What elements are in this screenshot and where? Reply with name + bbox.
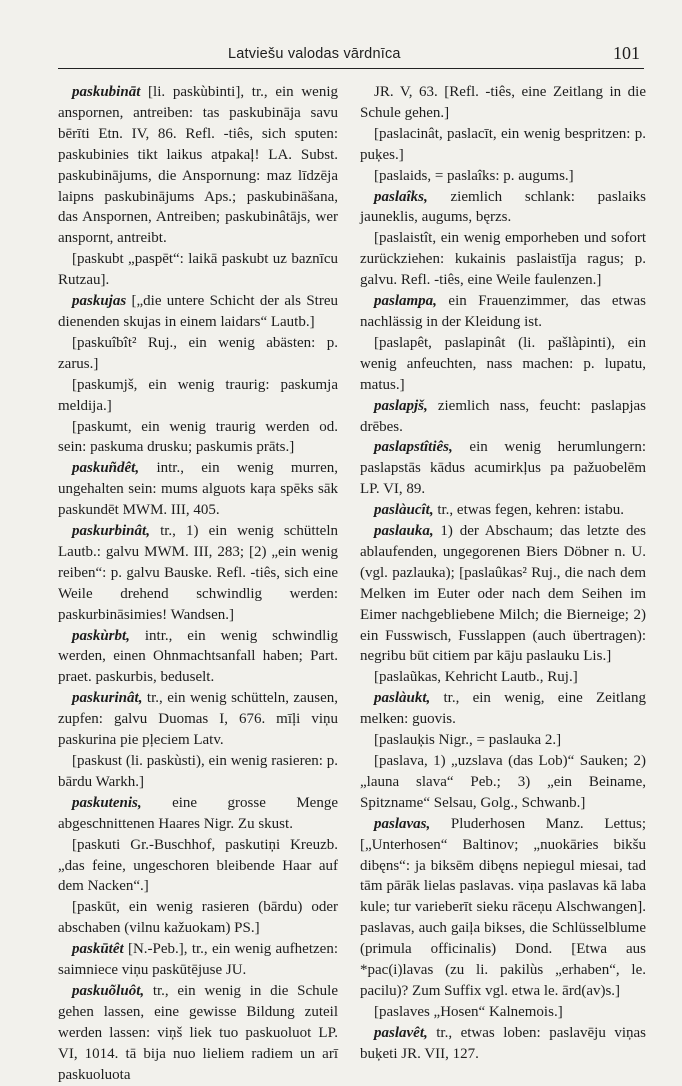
entry-text: [„die untere Schicht der als Streu dienenden skujas in einem laidars“ Lautb.] [58,293,338,330]
dictionary-entry [58,291,338,333]
dictionary-entry [58,835,338,898]
entry-text: [paslaids, = paslaîks: p. augums.] [374,167,574,184]
header-rule [58,68,644,69]
dictionary-entry [360,124,646,166]
entry-text: ziemlich schlank: paslaiks jauneklis, augums, bęrzs. [360,188,646,226]
entry-text: [paskubt „paspēt“: laikā paskubt uz baznīcu Rutzau]. [58,251,338,289]
entry-text: ein Frauenzimmer, das etwas nachlässig in der Kleidung ist. [360,293,646,330]
entry-headword: paskubināt [72,84,141,100]
entry-headword: paslampa, [374,293,437,310]
entry-text: tr., 1) ein wenig schütteln Lautb.: galvu MWM. III, 283; [2) „ein wenig reiben“: p. galvu Bauske. Refl. -tiês, sich eine Weile drehend schwindlig werden: paskurbināsimies! Wandsen.] [58,523,338,623]
entry-text: [li. paskùbinti], tr., ein wenig anspornen, antreiben: tas paskubināja savu bērīti Etn. IV, 86. Refl. -tiês, sich sputen: paskubinies tikt laikus atpakaļ! LA. Subst. paskubinājums, die Anspornung: maz līdzēja laipns paskubinājums Aps.; paskubināšana, das Anspornen, Antreiben; paskubinâtājs, wer anspornt, antreibt. [58,84,338,247]
dictionary-entry [58,793,338,835]
entry-headword: paslavas, [374,815,431,832]
page-number: 101 [613,43,640,63]
dictionary-entry [360,814,646,1002]
entry-headword: paskuñdêt, [72,460,140,477]
dictionary-entry [360,437,646,500]
entry-headword: paskujas [72,293,127,310]
right-column [360,82,646,1065]
dictionary-entry [360,521,646,667]
dictionary-entry [58,688,338,751]
dictionary-entry [360,166,646,187]
entry-headword: paslaîks, [374,188,428,205]
dictionary-entry [360,187,646,229]
dictionary-entry [58,375,338,417]
entry-text: intr., ein wenig murren, ungehalten sein: mums alguots kaŗa spēks sāk paskundēt MWM. III, 405. [58,460,338,519]
entry-text: ein wenig herumlungern: paslapstās kādus acumirkļus pa pažuobelēm LP. VI, 89. [360,439,646,498]
entry-text: [paskuti Gr.-Buschhof, paskutiņi Kreuzb. „das feine, ungeschoren bleibende Haar auf dem Nacken“.] [58,836,338,895]
entry-text: [paslaistît, ein wenig emporheben und sofort zurückziehen: kukainis paslaistīja ragus; p. galvu. Refl. -tiês, eine Weile faulenzen.] [360,230,646,289]
dictionary-entry [360,751,646,814]
dictionary-entry [360,1023,646,1065]
dictionary-entry [360,82,646,124]
entry-text: eine grosse Menge abgeschnittenen Haares Nigr. Zu skust. [58,794,338,832]
entry-headword: paskurbinât, [72,523,150,540]
dictionary-entry [360,333,646,396]
entry-headword: paskutenis, [72,794,142,811]
dictionary-entry [58,897,338,939]
entry-text: [paslava, 1) „uzslava (das Lob)“ Sauken; 2) „launa slava“ Peb.; 3) „ein Beiname, Spitzname“ Selsau, Golg., Schwanb.] [360,753,646,811]
entry-headword: paslapjš, [374,397,428,414]
entry-text: [paslacinât, paslacīt, ein wenig bespritzen: p. puķes.] [360,125,646,163]
dictionary-entry [58,333,338,375]
entry-headword: paslapstîtiês, [374,439,453,456]
dictionary-entry [360,1002,646,1023]
entry-headword: paslàukt, [374,690,431,707]
entry-text: [paskumt, ein wenig traurig werden od. sein: paskuma drusku; paskumis prāts.] [58,418,338,456]
entry-headword: paslavêt, [374,1024,428,1041]
dictionary-entry [58,417,338,459]
running-head: Latviešu valodas vārdnīca [228,46,401,62]
dictionary-entry [58,626,338,689]
dictionary-entry [360,688,646,730]
entry-text: tr., etwas fegen, kehren: istabu. [433,502,624,519]
entry-text: JR. V, 63. [Refl. -tiês, eine Zeitlang in die Schule gehen.] [360,84,646,121]
dictionary-entry [360,730,646,751]
entry-text: [paskūt, ein wenig rasieren (bārdu) oder abschaben (vilnu kažuokam) PS.] [58,899,338,937]
dictionary-entry [58,249,338,291]
entry-headword: paskurinât, [72,690,143,707]
page-header [58,40,644,70]
entry-text: [paslauķis Nigr., = paslauka 2.] [374,732,562,749]
entry-text: [paslapêt, paslapinât (li. pašlàpinti), ein wenig anfeuchten, nass machen: p. lupatu, matus.] [360,334,646,393]
entry-text: intr., ein wenig schwindlig werden, einen Ohnmachtsanfall haben; Part. praet. paskurbis, beduselt. [58,627,338,686]
entry-text: 1) der Abschaum; das letzte des ablaufenden, ungegorenen Biers Döbner n. U. (vgl. pazlauka); [paslaûkas² Ruj., die nach dem Melken im Euter oder nach dem Seihen im Eimer nachgebliebene Milch; die Bierneige; 2) ein Fusswisch, Fusslappen (auch übertragen): negribu būt citiem par kāju paslauku Lis.] [360,523,646,665]
entry-text: Pluderhosen Manz. Lettus; [„Unterhosen“ Baltinov; „nuokāries bikšu dibęns“: ja biksēm dibęns nepiegul miesai, tad tām pārāk lielas paslavas. viņa paslavas kā laba kule; tur varieberīt sieku rāceņu Alschwangen]. paslavas, auch gaiļa bikses, die Schlüsselblume (primula officinalis) Dond. [Etwa aus *pac(i)lavas (zu li. pakilùs „erhaben“, le. pacilu)? Zum Suffix vgl. etwa le. ārd(av)s.] [360,815,646,999]
entry-text: tr., ein wenig in die Schule gehen lassen, eine gewisse Bildung zuteil werden lassen: viņš liek tuo paskuoluot LP. VI, 1014. tā bija nuo lieliem radiem un arī paskuoluota [58,982,338,1083]
dictionary-entry [360,291,646,333]
entry-text: ziemlich nass, feucht: paslapjas drēbes. [360,397,646,435]
dictionary-entry [360,396,646,438]
entry-text: [paskumjš, ein wenig traurig: paskumja meldija.] [58,376,338,414]
entry-headword: paslauka, [374,523,434,540]
dictionary-entry [58,751,338,793]
entry-text: [paslaũkas, Kehricht Lautb., Ruj.] [374,669,578,686]
entry-text: [N.-Peb.], tr., ein wenig aufhetzen: saimniece viņu paskūtējuse JU. [58,941,338,979]
entry-text: [paskuîbît² Ruj., ein wenig abästen: p. zarus.] [58,334,338,372]
entry-text: tr., ein wenig schütteln, zausen, zupfen: galvu Duomas I, 676. mīļi viņu paskurina pie pļeciem Latv. [58,690,338,749]
entry-text: tr., etwas loben: paslavēju viņas buķeti JR. VII, 127. [360,1024,646,1062]
dictionary-entry [58,82,338,249]
left-column [58,82,338,1086]
dictionary-entry [360,667,646,688]
dictionary-entry [58,521,338,626]
entry-headword: paskùrbt, [72,627,130,644]
dictionary-entry [58,458,338,521]
entry-headword: paskūtêt [72,941,124,958]
dictionary-entry [58,939,338,981]
dictionary-entry [58,981,338,1086]
entry-headword: paskuõluôt, [72,982,145,999]
dictionary-entry [360,500,646,521]
entry-text: [paskust (li. paskùsti), ein wenig rasieren: p. bārdu Warkh.] [58,753,338,790]
entry-text: tr., ein wenig, eine Zeitlang melken: guovis. [360,690,646,728]
entry-headword: paslàucît, [374,502,434,519]
entry-text: [paslaves „Hosen“ Kalnemois.] [374,1003,563,1020]
dictionary-entry [360,228,646,291]
